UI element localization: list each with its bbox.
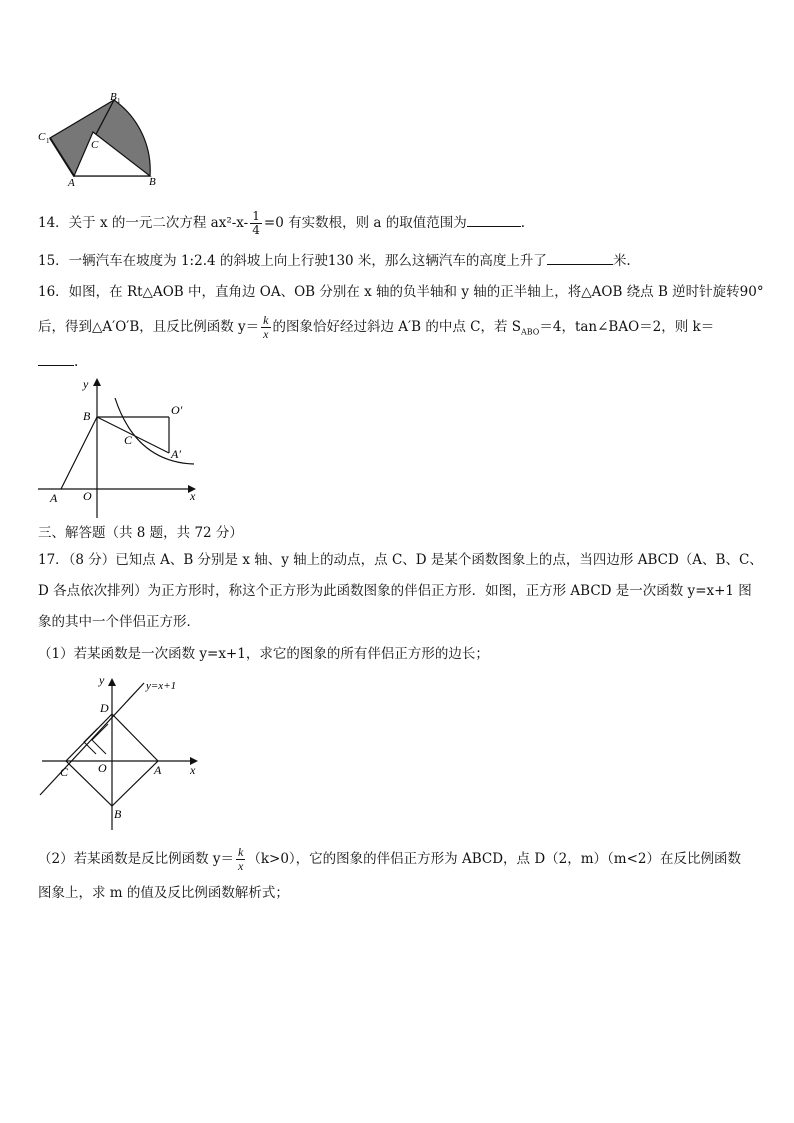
q17-line1-text: 17．（8 分）已知点 A、B 分别是 x 轴、y 轴上的动点，点 C、D 是某个函数图象上的点，当四边形 ABCD（A、B、C、 <box>38 552 763 568</box>
inner-small-square-2 <box>92 724 108 754</box>
label-A: A <box>50 491 58 505</box>
question-16-line1 <box>38 283 764 301</box>
q14-suffix: =0 有实数根，则 a 的取值范围为 <box>263 215 467 231</box>
figure-hyperbola-triangle <box>36 372 206 520</box>
q17-line2-text: D 各点依次排列）为正方形时，称这个正方形为此函数图象的伴侣正方形．如图，正方形 ABCD 是一次函数 y=x+1 图 <box>38 583 752 599</box>
question-16-line3 <box>38 352 78 371</box>
label-y: y <box>99 673 105 687</box>
label-O-prime: O′ <box>171 403 183 417</box>
q15-answer-blank <box>547 251 613 265</box>
question-17-part2-line2 <box>38 884 289 902</box>
question-15 <box>38 251 631 270</box>
q15-text: 15．一辆汽车在坡度为 1:2.4 的斜坡上向上行驶130 米，那么这辆汽车的高度上升了 <box>38 253 547 269</box>
q14-end: . <box>520 215 526 231</box>
q17-line3-text: 象的其中一个伴侣正方形． <box>38 614 200 630</box>
q16-end: . <box>74 354 79 370</box>
q16-line1-text: 16．如图，在 Rt△AOB 中，直角边 OA、OB 分别在 x 轴的负半轴和 y 轴的正半轴上，将△AOB 绕点 B 逆时针旋转90° <box>38 284 764 300</box>
label-C: C <box>91 139 99 151</box>
q16-answer-blank <box>38 352 74 366</box>
q16-line2-mid: 的图象恰好经过斜边 A′B 的中点 C，若 S <box>272 319 521 335</box>
label-C1: C <box>38 131 46 143</box>
label-B1: B <box>110 91 117 103</box>
question-17-line2 <box>38 582 752 600</box>
label-B: B <box>83 409 91 423</box>
q16-subscript: ABO <box>520 327 540 337</box>
section-heading-text: 三、解答题（共 8 题，共 72 分） <box>38 525 243 541</box>
label-x: x <box>190 489 196 503</box>
figure-rotation-sector <box>36 90 166 190</box>
label-A-prime: A′ <box>171 447 181 461</box>
q17-part2-suffix: （k>0），它的图象的伴侣正方形为 ABCD，点 D（2，m）（m<2）在反比例函数 <box>247 851 741 867</box>
q14-frac-num: 1 <box>252 209 260 223</box>
question-17-line1 <box>38 551 763 569</box>
q14-answer-blank <box>467 213 521 227</box>
segment-B-A-prime <box>97 417 169 453</box>
label-O: O <box>98 761 107 775</box>
q17-frac-num: k <box>238 845 244 859</box>
label-C1-sub: 1 <box>46 137 50 145</box>
label-C: C <box>60 765 69 779</box>
label-func: y=x+1 <box>146 680 177 692</box>
q16-fraction <box>261 314 270 341</box>
q14-fraction <box>250 210 262 237</box>
question-17-line3 <box>38 613 200 631</box>
y-axis-arrow <box>108 678 116 686</box>
segment-A-B <box>61 417 97 489</box>
label-C: C <box>124 433 133 447</box>
y-axis-arrow <box>93 378 101 386</box>
q16-line2-suffix: ＝4，tan∠BAO＝2，则 k＝ <box>539 319 715 335</box>
q17-fraction <box>236 846 245 873</box>
line-y-eq-x-plus-1 <box>40 683 144 795</box>
q17-frac-den: x <box>238 859 244 873</box>
label-O: O <box>83 489 92 503</box>
q15-end: 米. <box>612 253 631 269</box>
q14-frac-den: 4 <box>252 223 260 237</box>
label-x: x <box>190 763 196 777</box>
section-heading <box>38 524 243 542</box>
question-14 <box>38 210 525 237</box>
question-17-part2 <box>38 846 741 873</box>
label-A: A <box>68 177 75 189</box>
label-B: B <box>114 807 122 821</box>
label-B: B <box>149 176 156 188</box>
question-16-line2 <box>38 314 714 342</box>
q14-text: 14．关于 x 的一元二次方程 ax²-x- <box>38 215 249 231</box>
label-A: A <box>154 763 162 777</box>
q16-frac-den: x <box>263 327 269 341</box>
label-D: D <box>100 701 109 715</box>
q16-frac-num: k <box>263 313 269 327</box>
label-B1-sub: 1 <box>117 97 121 105</box>
q16-line2-prefix: 后，得到△A′O′B，且反比例函数 y＝ <box>38 319 260 335</box>
figure-companion-square <box>36 672 206 832</box>
q17-part2-prefix: （2）若某函数是反比例函数 y＝ <box>38 851 235 867</box>
label-y: y <box>83 377 89 391</box>
question-17-part1 <box>38 645 489 663</box>
q17-part2-line2-text: 图象上，求 m 的值及反比例函数解析式； <box>38 885 289 901</box>
q17-part1-text: （1）若某函数是一次函数 y=x+1，求它的图象的所有伴侣正方形的边长； <box>38 646 489 662</box>
